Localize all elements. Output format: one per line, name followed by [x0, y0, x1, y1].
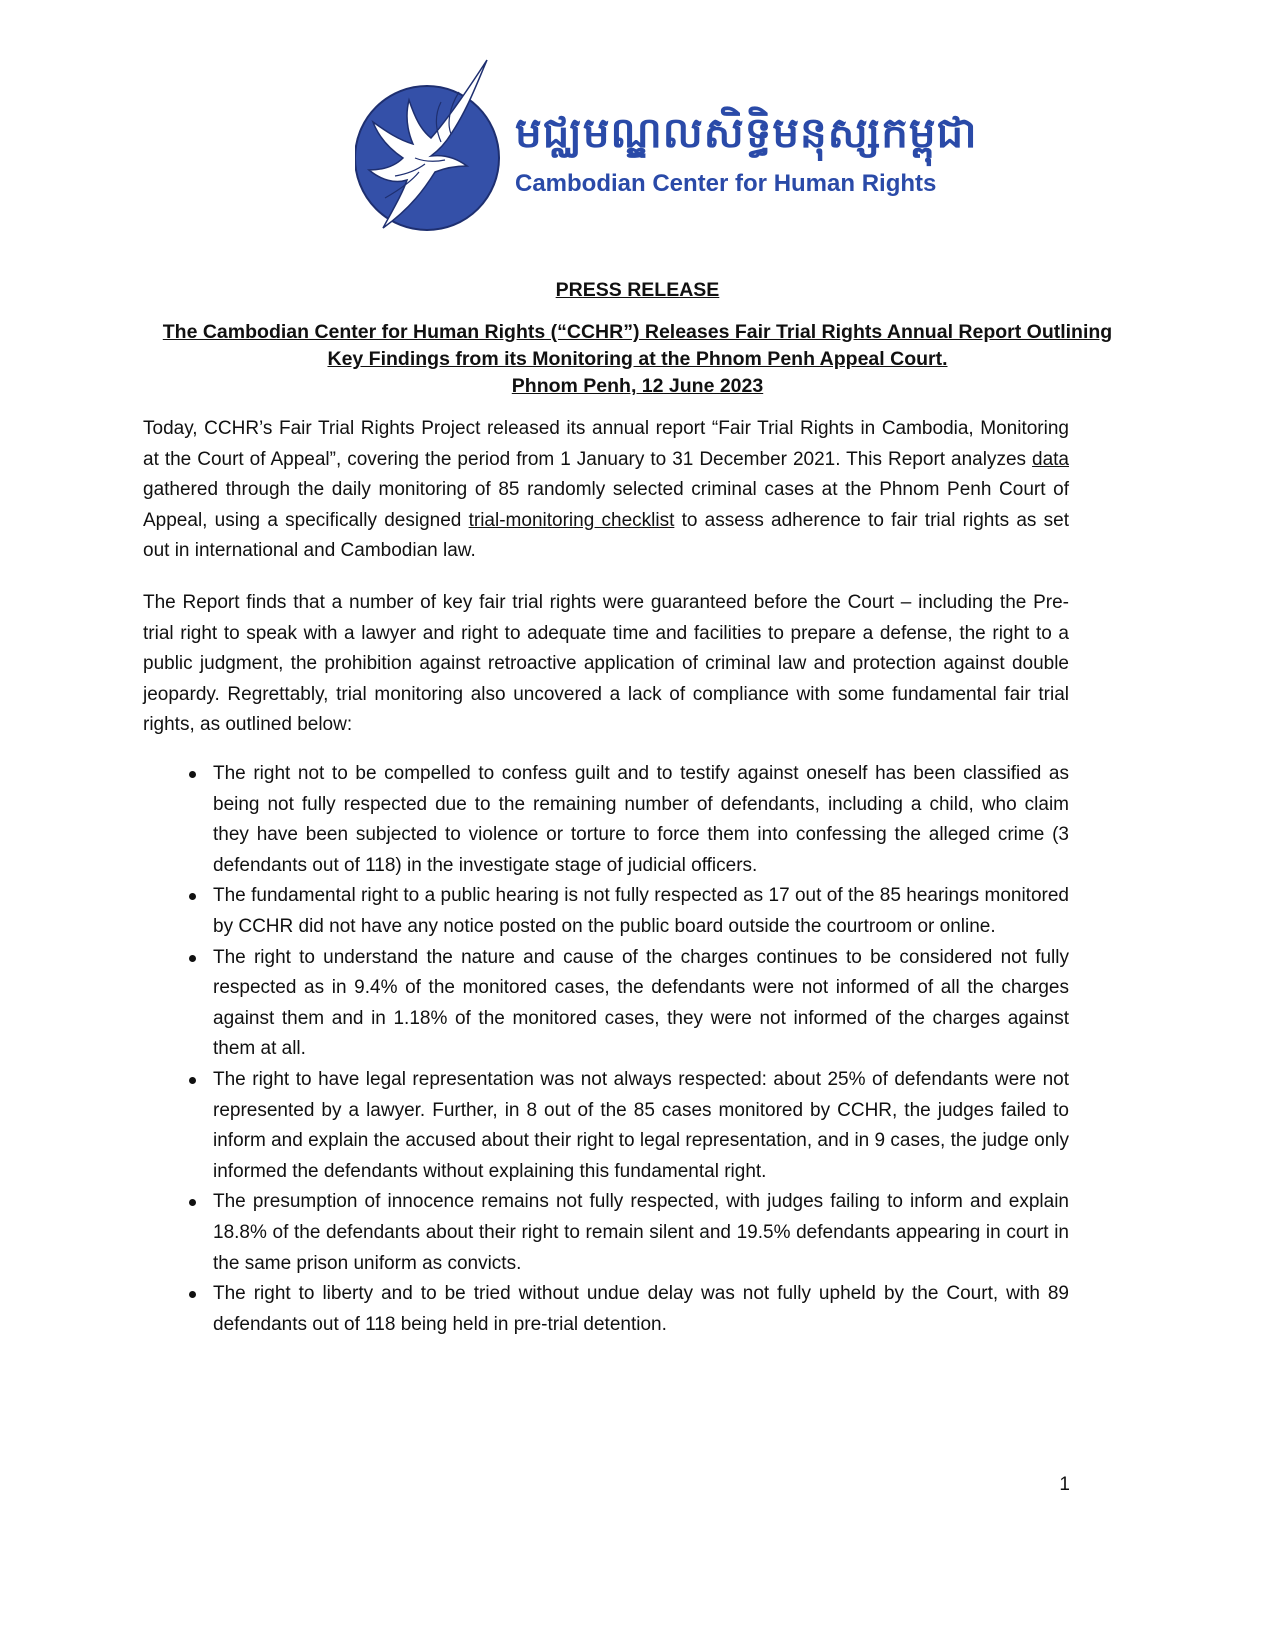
intro-paragraph: [143, 414, 1069, 567]
bullet-icon: [189, 955, 196, 962]
page-number: 1: [1059, 1474, 1070, 1495]
bullet-icon: [189, 1199, 196, 1206]
list-item: The right to understand the nature and cause of the charges continues to be considered not fully respected as in 9.4% of the monitored cases, the defendants were not informed of all the charges against them and in 1.18% of the monitored cases, they were not informed of the charges against them at all.: [143, 943, 1069, 1065]
bullet-icon: [189, 1077, 196, 1084]
logo-khmer-name: មជ្ឈមណ្ឌលសិទ្ធិមនុស្សកម្ពុជា: [515, 108, 978, 157]
list-item: The right not to be compelled to confess guilt and to testify against oneself has been classified as being not fully respected due to the remaining number of defendants, including a child, who claim they have been subjected to violence or torture to force them into confessing the alleged crime (3 defendants out of 118) in the investigate stage of judicial officers.: [143, 759, 1069, 881]
dateline: Phnom Penh, 12 June 2023: [511, 375, 764, 397]
intro-text-3: to assess adherence to fair trial rights as set out in international and Cambodian law.: [143, 509, 1069, 562]
bullet-icon: [189, 771, 196, 778]
list-item: The fundamental right to a public hearing is not fully respected as 17 out of the 85 hearings monitored by CCHR did not have any notice posted on the public board outside the courtroom or online.: [143, 881, 1069, 942]
title-line-1: The Cambodian Center for Human Rights (“CCHR”) Releases Fair Trial Rights Annual Report Outlining: [162, 321, 1113, 343]
checklist-link[interactable]: trial-monitoring checklist: [468, 509, 675, 531]
logo-english-name: Cambodian Center for Human Rights: [515, 170, 937, 197]
intro-text-1: Today, CCHR’s Fair Trial Rights Project released its annual report “Fair Trial Rights in Cambodia, Monitoring at the Court of Appeal”, covering the period from 1 January to 31 December 2021. This Report analyzes: [143, 418, 1069, 470]
cchr-logo: [355, 58, 978, 238]
intro-text-2: gathered through the daily monitoring of 85 randomly selected criminal cases at the Phnom Penh Court of Appeal, using a specifically designed: [143, 479, 1069, 531]
bullet-icon: [189, 1291, 196, 1298]
bullet-icon: [189, 893, 196, 900]
list-item: The right to have legal representation was not always respected: about 25% of defendants were not represented by a lawyer. Further, in 8 out of the 85 cases monitored by CCHR, the judges failed to inform and explain the accused about their right to legal representation, and in 9 cases, the judge only informed the defendants without explaining this fundamental right.: [143, 1065, 1069, 1187]
list-item: The right to liberty and to be tried without undue delay was not fully upheld by the Court, with 89 defendants out of 118 being held in pre-trial detention.: [143, 1279, 1069, 1340]
list-item: The presumption of innocence remains not fully respected, with judges failing to inform and explain 18.8% of the defendants about their right to remain silent and 19.5% defendants appearing in court in the same prison uniform as convicts.: [143, 1187, 1069, 1279]
data-link[interactable]: data: [1032, 448, 1069, 470]
title-line-2: Key Findings from its Monitoring at the Phnom Penh Appeal Court.: [327, 348, 948, 370]
findings-paragraph: [143, 588, 1069, 741]
press-release-label: PRESS RELEASE: [555, 279, 720, 301]
dove-emblem-icon: [355, 58, 505, 238]
findings-list: [143, 759, 1069, 1340]
findings-text: The Report finds that a number of key fair trial rights were guaranteed before the Court – including the Pre-trial right to speak with a lawyer and right to adequate time and facilities to prepare a defense, the right to a public judgment, the prohibition against retroactive application of criminal law and protection against double jeopardy. Regrettably, trial monitoring also uncovered a lack of compliance with some fundamental fair trial rights, as outlined below:: [143, 592, 1069, 736]
